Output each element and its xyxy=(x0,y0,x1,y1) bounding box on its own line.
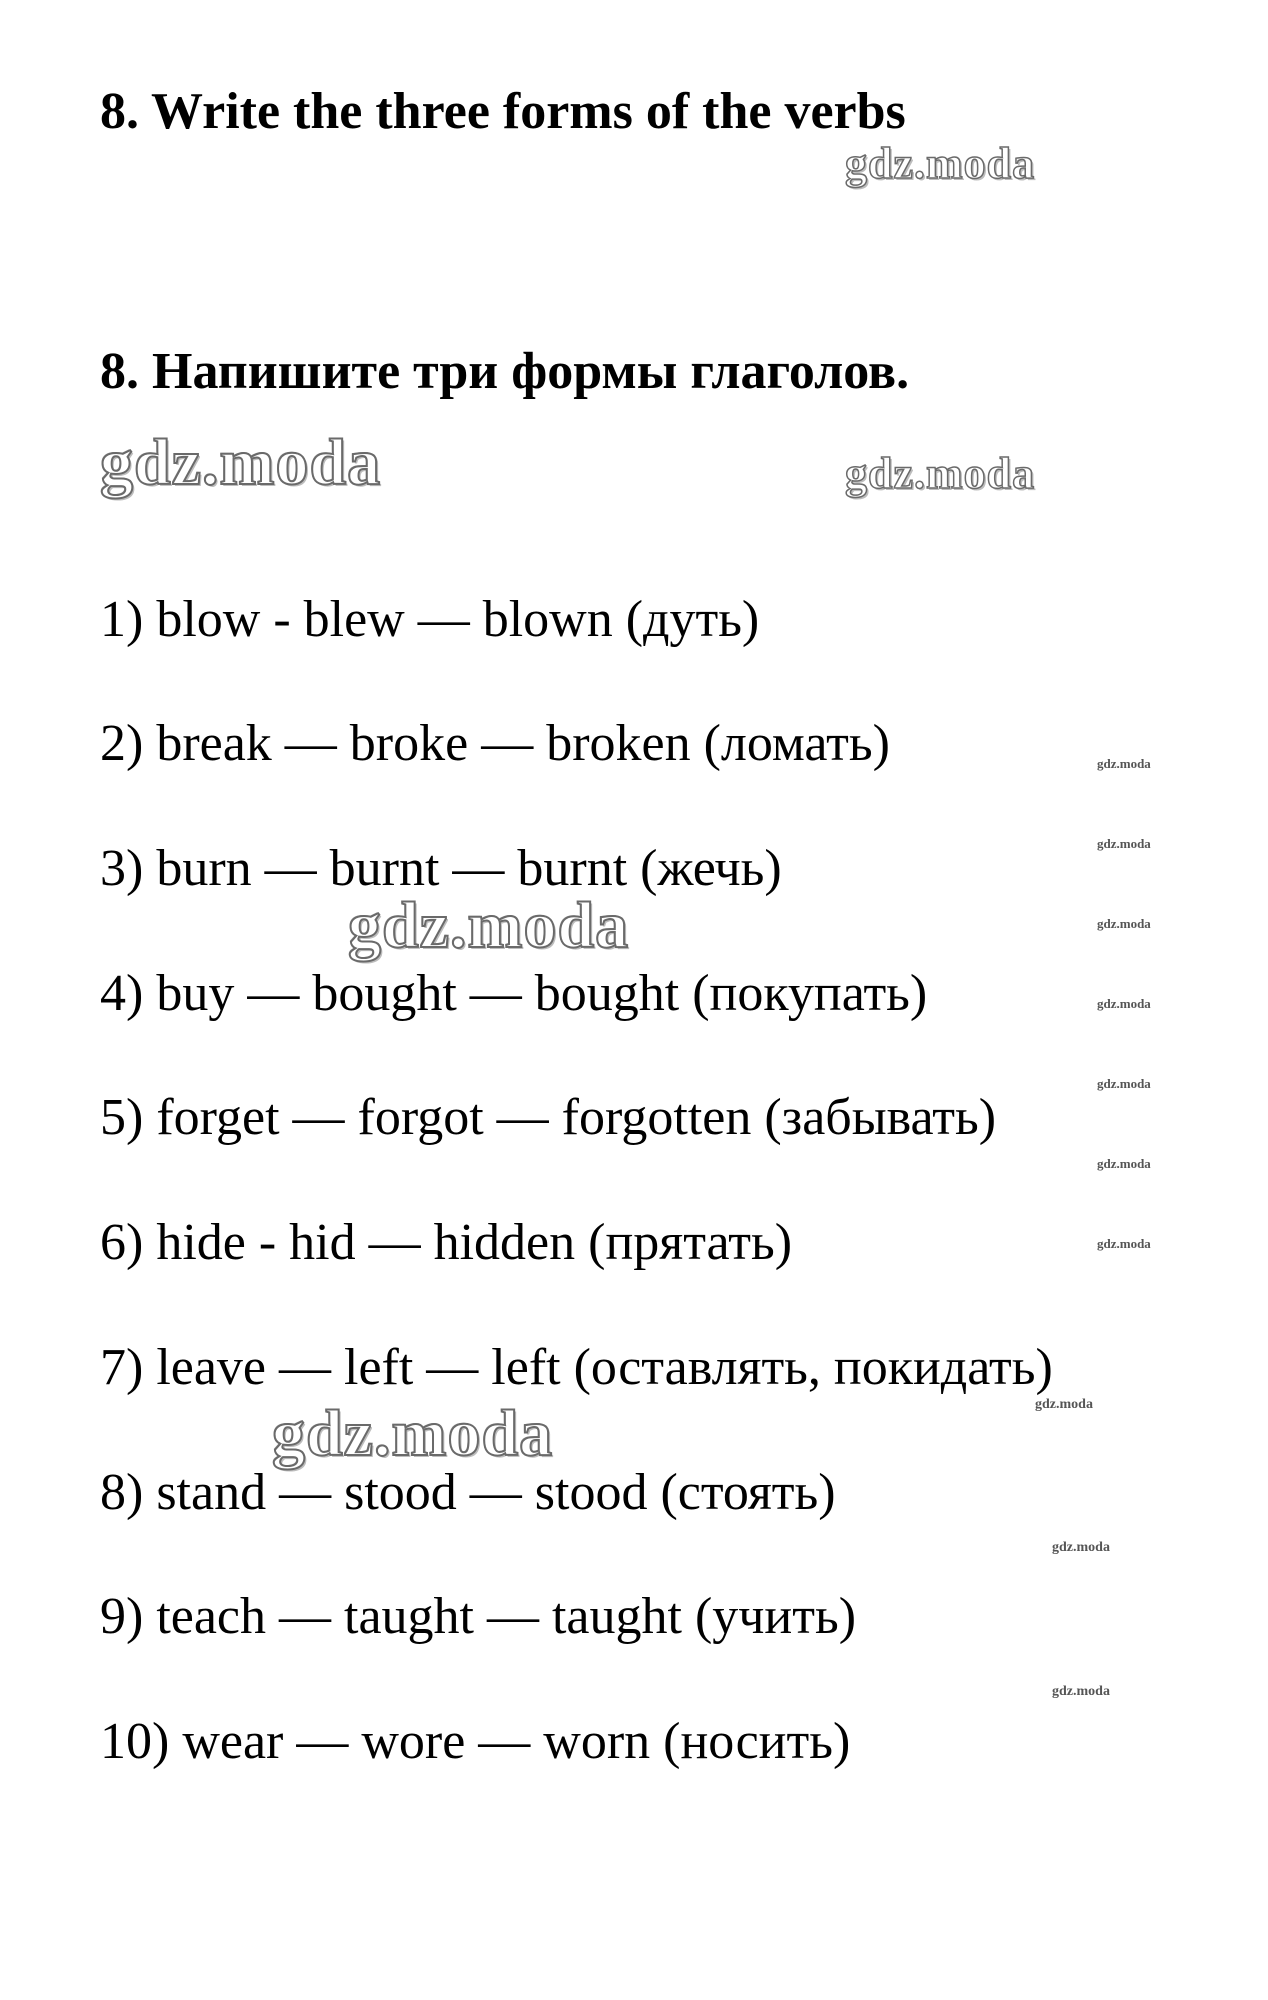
watermark: gdz.moda xyxy=(845,139,1036,188)
verb-item: 8) stand — stood — stood (стоять) xyxy=(100,1464,836,1521)
watermark: gdz.moda xyxy=(272,1397,554,1470)
exercise-heading-russian: 8. Напишите три формы глаголов. xyxy=(100,343,910,400)
watermark: gdz.moda xyxy=(1097,1156,1151,1171)
watermark: gdz.moda xyxy=(1097,1236,1151,1251)
verb-item: 4) buy — bought — bought (покупать) xyxy=(100,965,928,1022)
watermark: gdz.moda xyxy=(1097,1076,1151,1091)
verb-item: 2) break — broke — broken (ломать) xyxy=(100,715,890,772)
watermark: gdz.moda xyxy=(1097,996,1151,1011)
verb-item: 6) hide - hid — hidden (прятать) xyxy=(100,1214,793,1271)
watermark: gdz.moda xyxy=(1035,1397,1093,1412)
watermark: gdz.moda xyxy=(1097,836,1151,851)
verb-item: 7) leave — left — left (оставлять, покидать) xyxy=(100,1339,1053,1396)
watermark: gdz.moda xyxy=(348,889,630,962)
watermark: gdz.moda xyxy=(845,449,1036,498)
exercise-heading-english: 8. Write the three forms of the verbs xyxy=(100,83,906,140)
verb-item: 1) blow - blew — blown (дуть) xyxy=(100,591,760,648)
watermark: gdz.moda xyxy=(100,426,382,499)
watermark: gdz.moda xyxy=(1097,756,1151,771)
watermark: gdz.moda xyxy=(1052,1540,1110,1555)
verb-item: 3) burn — burnt — burnt (жечь) xyxy=(100,840,782,897)
verb-item: 10) wear — wore — worn (носить) xyxy=(100,1713,851,1770)
verb-item: 5) forget — forgot — forgotten (забывать) xyxy=(100,1089,997,1146)
watermark: gdz.moda xyxy=(1052,1684,1110,1699)
verb-item: 9) teach — taught — taught (учить) xyxy=(100,1588,857,1645)
watermark: gdz.moda xyxy=(1097,916,1151,931)
